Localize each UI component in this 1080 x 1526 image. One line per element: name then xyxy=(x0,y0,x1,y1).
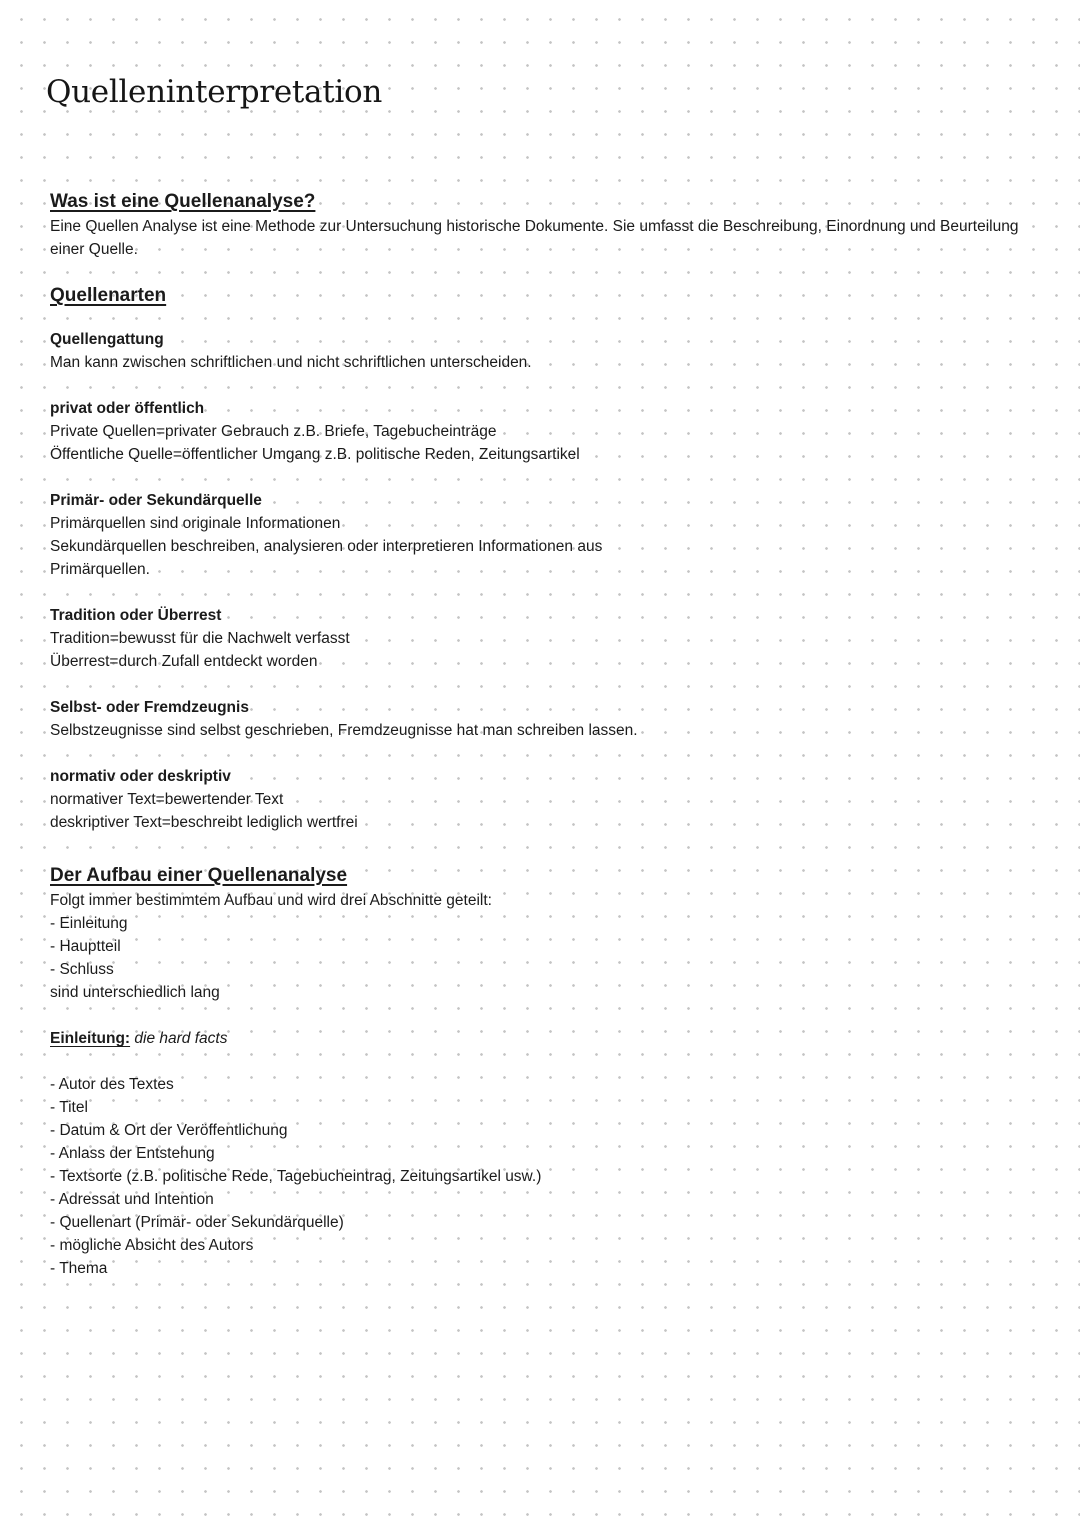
block-quellengattung xyxy=(50,328,1035,374)
block-heading: Primär- oder Sekundärquelle xyxy=(50,492,262,509)
section-what-is xyxy=(50,189,1035,261)
block-line: Tradition=bewusst für die Nachwelt verfasst xyxy=(50,630,350,647)
einleitung-label: Einleitung: xyxy=(50,1030,131,1047)
einleitung-heading xyxy=(50,1027,1035,1050)
section-text-what-is: Eine Quellen Analyse ist eine Methode zur Untersuchung historische Dokumente. Sie umfasst die Beschreibung, Einordnung und Beurteilung einer Quelle. xyxy=(50,218,1019,258)
block-line: Überrest=durch Zufall entdeckt worden xyxy=(50,653,318,670)
aufbau-note: sind unterschiedlich lang xyxy=(50,984,220,1001)
list-item: - Hauptteil xyxy=(50,938,121,955)
block-normativ-deskriptiv xyxy=(50,765,1035,834)
block-line: Man kann zwischen schriftlichen und nicht schriftlichen unterscheiden. xyxy=(50,354,532,371)
section-heading-quellenarten: Quellenarten xyxy=(50,285,167,306)
list-item: - Textsorte (z.B. politische Rede, Tagebucheintrag, Zeitungsartikel usw.) xyxy=(50,1168,542,1185)
block-privat-oeffentlich xyxy=(50,397,1035,466)
section-aufbau xyxy=(50,863,1035,1280)
list-item: - Anlass der Entstehung xyxy=(50,1145,215,1162)
section-quellenarten xyxy=(50,283,1035,834)
list-item: - Adressat und Intention xyxy=(50,1191,214,1208)
aufbau-parts-list xyxy=(50,912,1035,981)
einleitung-list xyxy=(50,1073,1035,1280)
list-item: - Quellenart (Primär- oder Sekundärquelle) xyxy=(50,1214,344,1231)
list-item: - mögliche Absicht des Autors xyxy=(50,1237,254,1254)
list-item: - Autor des Textes xyxy=(50,1076,174,1093)
block-heading: Quellengattung xyxy=(50,331,164,348)
einleitung-subtitle: die hard facts xyxy=(130,1030,228,1047)
block-line: Sekundärquellen beschreiben, analysieren oder interpretieren Informationen aus xyxy=(50,538,603,555)
block-line: Öffentliche Quelle=öffentlicher Umgang z.B. politische Reden, Zeitungsartikel xyxy=(50,446,580,463)
list-item: - Schluss xyxy=(50,961,114,978)
block-heading: Tradition oder Überrest xyxy=(50,607,222,624)
section-heading-aufbau: Der Aufbau einer Quellenanalyse xyxy=(50,865,348,886)
spacer xyxy=(50,1050,1035,1073)
block-heading: privat oder öffentlich xyxy=(50,400,205,417)
block-primaer-sekundaer xyxy=(50,489,1035,581)
list-item: - Datum & Ort der Veröffentlichung xyxy=(50,1122,288,1139)
aufbau-intro: Folgt immer bestimmtem Aufbau und wird drei Abschnitte geteilt: xyxy=(50,892,492,909)
section-heading-what-is: Was ist eine Quellenanalyse? xyxy=(50,191,316,212)
block-line: Selbstzeugnisse sind selbst geschrieben, Fremdzeugnisse hat man schreiben lassen. xyxy=(50,722,638,739)
block-line: Primärquellen sind originale Informationen xyxy=(50,515,341,532)
list-item: - Titel xyxy=(50,1099,88,1116)
note-content xyxy=(50,189,1035,1280)
list-item: - Thema xyxy=(50,1260,108,1277)
block-line: Private Quellen=privater Gebrauch z.B. Briefe, Tagebucheinträge xyxy=(50,423,497,440)
block-line: normativer Text=bewertender Text xyxy=(50,791,284,808)
page-title: Quelleninterpretation xyxy=(46,74,383,110)
block-line: deskriptiver Text=beschreibt lediglich wertfrei xyxy=(50,814,358,831)
block-heading: normativ oder deskriptiv xyxy=(50,768,231,785)
block-tradition-ueberrest xyxy=(50,604,1035,673)
block-selbst-fremdzeugnis xyxy=(50,696,1035,742)
list-item: - Einleitung xyxy=(50,915,128,932)
block-line: Primärquellen. xyxy=(50,561,150,578)
block-heading: Selbst- oder Fremdzeugnis xyxy=(50,699,249,716)
